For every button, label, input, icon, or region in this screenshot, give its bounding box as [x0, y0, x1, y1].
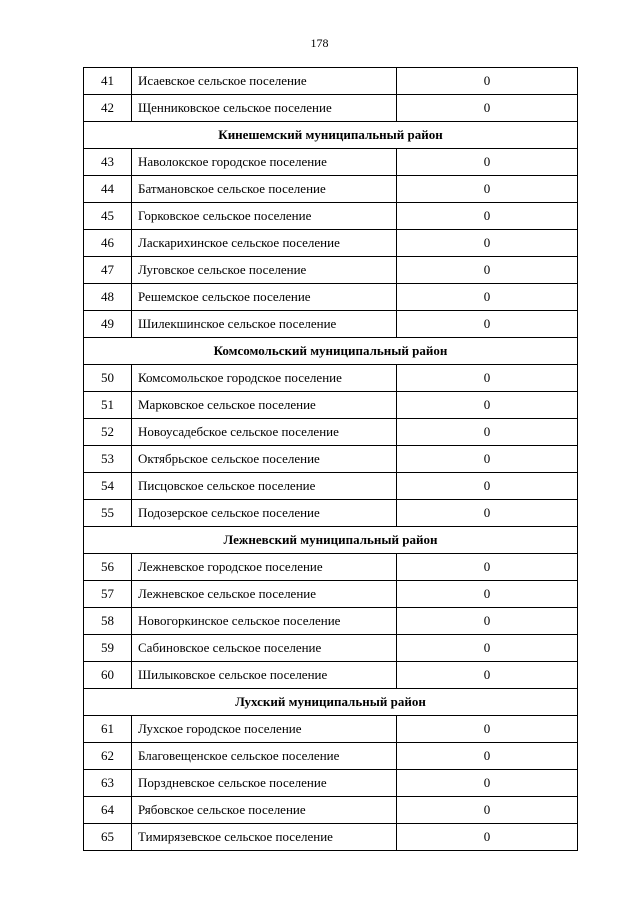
settlement-name: Ласкарихинское сельское поселение	[132, 230, 397, 257]
row-number: 54	[84, 473, 132, 500]
row-value: 0	[397, 824, 578, 851]
row-number: 51	[84, 392, 132, 419]
district-title: Кинешемский муниципальный район	[84, 122, 578, 149]
row-value: 0	[397, 662, 578, 689]
settlement-name: Шилекшинское сельское поселение	[132, 311, 397, 338]
table-row	[84, 392, 578, 419]
table-row	[84, 716, 578, 743]
settlements-table	[83, 67, 578, 851]
settlement-name: Подозерское сельское поселение	[132, 500, 397, 527]
row-number: 41	[84, 68, 132, 95]
row-number: 61	[84, 716, 132, 743]
row-number: 62	[84, 743, 132, 770]
district-title: Лухский муниципальный район	[84, 689, 578, 716]
row-number: 58	[84, 608, 132, 635]
settlement-name: Лежневское городское поселение	[132, 554, 397, 581]
row-number: 42	[84, 95, 132, 122]
row-number: 48	[84, 284, 132, 311]
settlement-name: Октябрьское сельское поселение	[132, 446, 397, 473]
district-title: Лежневский муниципальный район	[84, 527, 578, 554]
row-value: 0	[397, 257, 578, 284]
row-value: 0	[397, 392, 578, 419]
row-value: 0	[397, 797, 578, 824]
settlement-name: Шилыковское сельское поселение	[132, 662, 397, 689]
row-value: 0	[397, 230, 578, 257]
settlement-name: Батмановское сельское поселение	[132, 176, 397, 203]
table-row	[84, 473, 578, 500]
table-row	[84, 446, 578, 473]
settlement-name: Тимирязевское сельское поселение	[132, 824, 397, 851]
row-value: 0	[397, 311, 578, 338]
settlement-name: Новоусадебское сельское поселение	[132, 419, 397, 446]
settlement-name: Исаевское сельское поселение	[132, 68, 397, 95]
table-row	[84, 203, 578, 230]
row-value: 0	[397, 635, 578, 662]
row-number: 47	[84, 257, 132, 284]
row-value: 0	[397, 203, 578, 230]
table-row	[84, 608, 578, 635]
row-value: 0	[397, 581, 578, 608]
settlement-name: Решемское сельское поселение	[132, 284, 397, 311]
row-number: 60	[84, 662, 132, 689]
table-row	[84, 68, 578, 95]
settlement-name: Комсомольское городское поселение	[132, 365, 397, 392]
table-row	[84, 797, 578, 824]
table-row	[84, 95, 578, 122]
table-row	[84, 176, 578, 203]
row-number: 45	[84, 203, 132, 230]
settlement-name: Марковское сельское поселение	[132, 392, 397, 419]
row-number: 52	[84, 419, 132, 446]
row-number: 63	[84, 770, 132, 797]
row-value: 0	[397, 365, 578, 392]
table-body	[84, 68, 578, 851]
table-row	[84, 554, 578, 581]
row-value: 0	[397, 149, 578, 176]
row-value: 0	[397, 770, 578, 797]
row-value: 0	[397, 743, 578, 770]
settlement-name: Порздневское сельское поселение	[132, 770, 397, 797]
table-row	[84, 257, 578, 284]
settlement-name: Лежневское сельское поселение	[132, 581, 397, 608]
settlement-name: Наволокское городское поселение	[132, 149, 397, 176]
table-row	[84, 500, 578, 527]
district-header-row	[84, 689, 578, 716]
row-value: 0	[397, 95, 578, 122]
row-number: 65	[84, 824, 132, 851]
settlement-name: Благовещенское сельское поселение	[132, 743, 397, 770]
row-value: 0	[397, 608, 578, 635]
row-value: 0	[397, 554, 578, 581]
settlement-name: Новогоркинское сельское поселение	[132, 608, 397, 635]
row-number: 53	[84, 446, 132, 473]
row-value: 0	[397, 716, 578, 743]
row-value: 0	[397, 176, 578, 203]
row-value: 0	[397, 419, 578, 446]
table-row	[84, 284, 578, 311]
table-row	[84, 824, 578, 851]
page-number: 178	[310, 36, 329, 50]
row-number: 64	[84, 797, 132, 824]
row-value: 0	[397, 473, 578, 500]
table-row	[84, 365, 578, 392]
settlement-name: Горковское сельское поселение	[132, 203, 397, 230]
row-number: 59	[84, 635, 132, 662]
table-row	[84, 662, 578, 689]
settlement-name: Рябовское сельское поселение	[132, 797, 397, 824]
table-row	[84, 635, 578, 662]
table-row	[84, 230, 578, 257]
settlement-name: Лухское городское поселение	[132, 716, 397, 743]
table-row	[84, 311, 578, 338]
district-header-row	[84, 527, 578, 554]
table-row	[84, 743, 578, 770]
table-row	[84, 419, 578, 446]
district-title: Комсомольский муниципальный район	[84, 338, 578, 365]
row-value: 0	[397, 446, 578, 473]
settlement-name: Сабиновское сельское поселение	[132, 635, 397, 662]
row-number: 57	[84, 581, 132, 608]
district-header-row	[84, 122, 578, 149]
settlement-name: Щенниковское сельское поселение	[132, 95, 397, 122]
row-number: 55	[84, 500, 132, 527]
row-number: 44	[84, 176, 132, 203]
settlement-name: Луговское сельское поселение	[132, 257, 397, 284]
settlement-name: Писцовское сельское поселение	[132, 473, 397, 500]
row-value: 0	[397, 68, 578, 95]
row-number: 56	[84, 554, 132, 581]
row-number: 50	[84, 365, 132, 392]
table-row	[84, 581, 578, 608]
row-number: 43	[84, 149, 132, 176]
row-number: 49	[84, 311, 132, 338]
district-header-row	[84, 338, 578, 365]
row-value: 0	[397, 500, 578, 527]
table-row	[84, 149, 578, 176]
table-row	[84, 770, 578, 797]
row-value: 0	[397, 284, 578, 311]
row-number: 46	[84, 230, 132, 257]
